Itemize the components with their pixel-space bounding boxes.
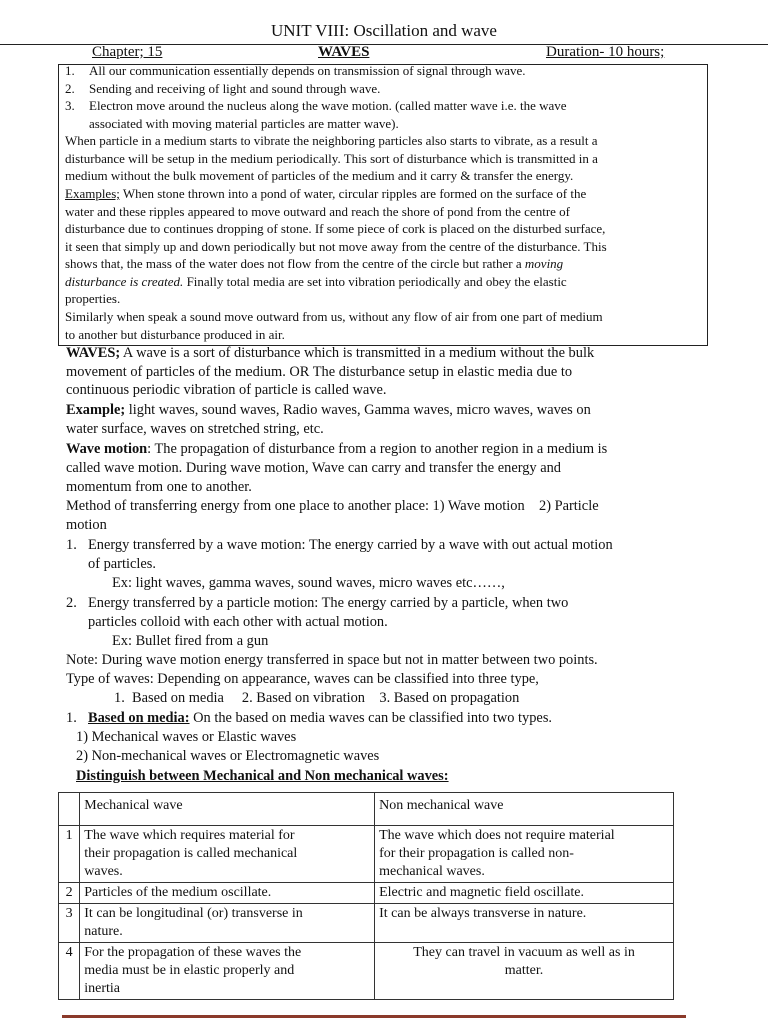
list-item: 1) Mechanical waves or Elastic waves <box>76 729 297 745</box>
table-row <box>59 883 674 904</box>
text-line: continuous periodic vibration of particle is called wave. <box>66 382 387 398</box>
paragraph-line: shows that, the mass of the water does not flow from the centre of the circle but rather a moving <box>65 256 564 271</box>
text-line: Method of transferring energy from one place to another place: 1) Wave motion 2) Particle <box>66 498 599 514</box>
list-item: 3. Electron move around the nucleus along the wave motion. (called matter wave i.e. the wave <box>65 98 567 113</box>
table-header: Mechanical wave <box>80 793 375 826</box>
list-item: 2. Sending and receiving of light and sound through wave. <box>65 81 381 96</box>
paragraph-line: medium without the bulk movement of particles of the medium and it carry & transfer the energy. <box>65 168 574 183</box>
duration-label: Duration- 10 hours; <box>546 44 665 60</box>
waves-definition: WAVES; A wave is a sort of disturbance which is transmitted in a medium without the bulk <box>66 345 595 361</box>
examples-label: Examples; <box>65 186 120 201</box>
table-cell: The wave which does not require material for their propagation is called non- mechanical waves. <box>375 826 674 883</box>
unit-title: UNIT VIII: Oscillation and wave <box>271 21 497 40</box>
energy-item: 1. Energy transferred by a wave motion: The energy carried by a wave with out actual motion <box>66 537 613 553</box>
table-cell <box>59 793 80 826</box>
paragraph-line: disturbance is created. Finally total media are set into vibration periodically and obey the elastic <box>65 274 567 289</box>
distinguish-heading: Distinguish between Mechanical and Non mechanical waves: <box>76 768 449 784</box>
row-number: 3 <box>59 904 80 943</box>
chapter-label: Chapter; 15 <box>92 44 163 60</box>
topic-heading: WAVES <box>318 44 370 60</box>
table-cell: The wave which requires material for their propagation is called mechanical waves. <box>80 826 375 883</box>
paragraph-line: properties. <box>65 291 121 306</box>
paragraph-line: it seen that simply up and down periodically but not move away from the centre of the disturbance. This <box>65 239 607 254</box>
paragraph-line: disturbance due to continues dropping of stone. If some piece of cork is placed on the disturbed surface, <box>65 221 606 236</box>
example-text: Ex: light waves, gamma waves, sound waves, micro waves etc……, <box>112 575 505 591</box>
table-row <box>59 943 674 1000</box>
text-line: called wave motion. During wave motion, Wave can carry and transfer the energy and <box>66 460 562 476</box>
table-cell: They can travel in vacuum as well as in matter. <box>375 943 674 1000</box>
table-cell: For the propagation of these waves the media must be in elastic properly and inertia <box>80 943 375 1000</box>
paragraph-line: water and these ripples appeared to move outward and reach the shore of pond from the centre of <box>65 204 570 219</box>
table-cell: It can be always transverse in nature. <box>375 904 674 943</box>
table-row <box>59 904 674 943</box>
table-cell: Particles of the medium oscillate. <box>80 883 375 904</box>
list-item: 1. All our communication essentially depends on transmission of signal through wave. <box>65 64 526 78</box>
based-on-media-line: 1. Based on media: On the based on media waves can be classified into two types. <box>66 710 553 726</box>
table-header: Non mechanical wave <box>375 793 674 826</box>
comparison-table <box>58 792 674 1000</box>
text-line: particles colloid with each other with actual motion. <box>88 614 388 630</box>
row-number: 4 <box>59 943 80 1000</box>
paragraph-line: When particle in a medium starts to vibrate the neighboring particles also starts to vibrate, as a result a <box>65 133 598 148</box>
paragraph-line: disturbance will be setup in the medium periodically. This sort of disturbance which is transmitted in a <box>65 151 598 166</box>
text-line: movement of particles of the medium. OR The disturbance setup in elastic media due to <box>66 364 573 380</box>
example-text: Ex: Bullet fired from a gun <box>112 633 269 649</box>
type-of-waves-line: Type of waves: Depending on appearance, waves can be classified into three type, <box>66 671 539 687</box>
text-line: motion <box>66 517 107 533</box>
paragraph-line: Similarly when speak a sound move outward from us, without any flow of air from one part of medium <box>65 309 603 324</box>
table-row <box>59 826 674 883</box>
table-header-row <box>59 793 674 826</box>
energy-item: 2. Energy transferred by a particle motion: The energy carried by a particle, when two <box>66 595 569 611</box>
table-cell: It can be longitudinal (or) transverse in nature. <box>80 904 375 943</box>
examples-line: Examples; When stone thrown into a pond of water, circular ripples are formed on the surface of the <box>65 186 587 201</box>
wave-motion-line: Wave motion: The propagation of disturbance from a region to another region in a medium is <box>66 441 608 457</box>
footer-rule <box>62 1015 686 1018</box>
text-line: of particles. <box>88 556 156 572</box>
note-line: Note: During wave motion energy transferred in space but not in matter between two points. <box>66 652 598 668</box>
text-line: momentum from one to another. <box>66 479 252 495</box>
intro-box <box>58 64 708 346</box>
table-cell: Electric and magnetic field oscillate. <box>375 883 674 904</box>
row-number: 1 <box>59 826 80 883</box>
example-line: Example; light waves, sound waves, Radio waves, Gamma waves, micro waves, waves on <box>66 402 591 418</box>
list-item: 2) Non-mechanical waves or Electromagnetic waves <box>76 748 380 764</box>
text-line: water surface, waves on stretched string, etc. <box>66 421 324 437</box>
list-item-continuation: associated with moving material particles are matter wave). <box>89 116 399 131</box>
paragraph-line: to another but disturbance produced in air. <box>65 327 285 342</box>
types-list: 1. Based on media 2. Based on vibration 3. Based on propagation <box>114 690 520 706</box>
row-number: 2 <box>59 883 80 904</box>
